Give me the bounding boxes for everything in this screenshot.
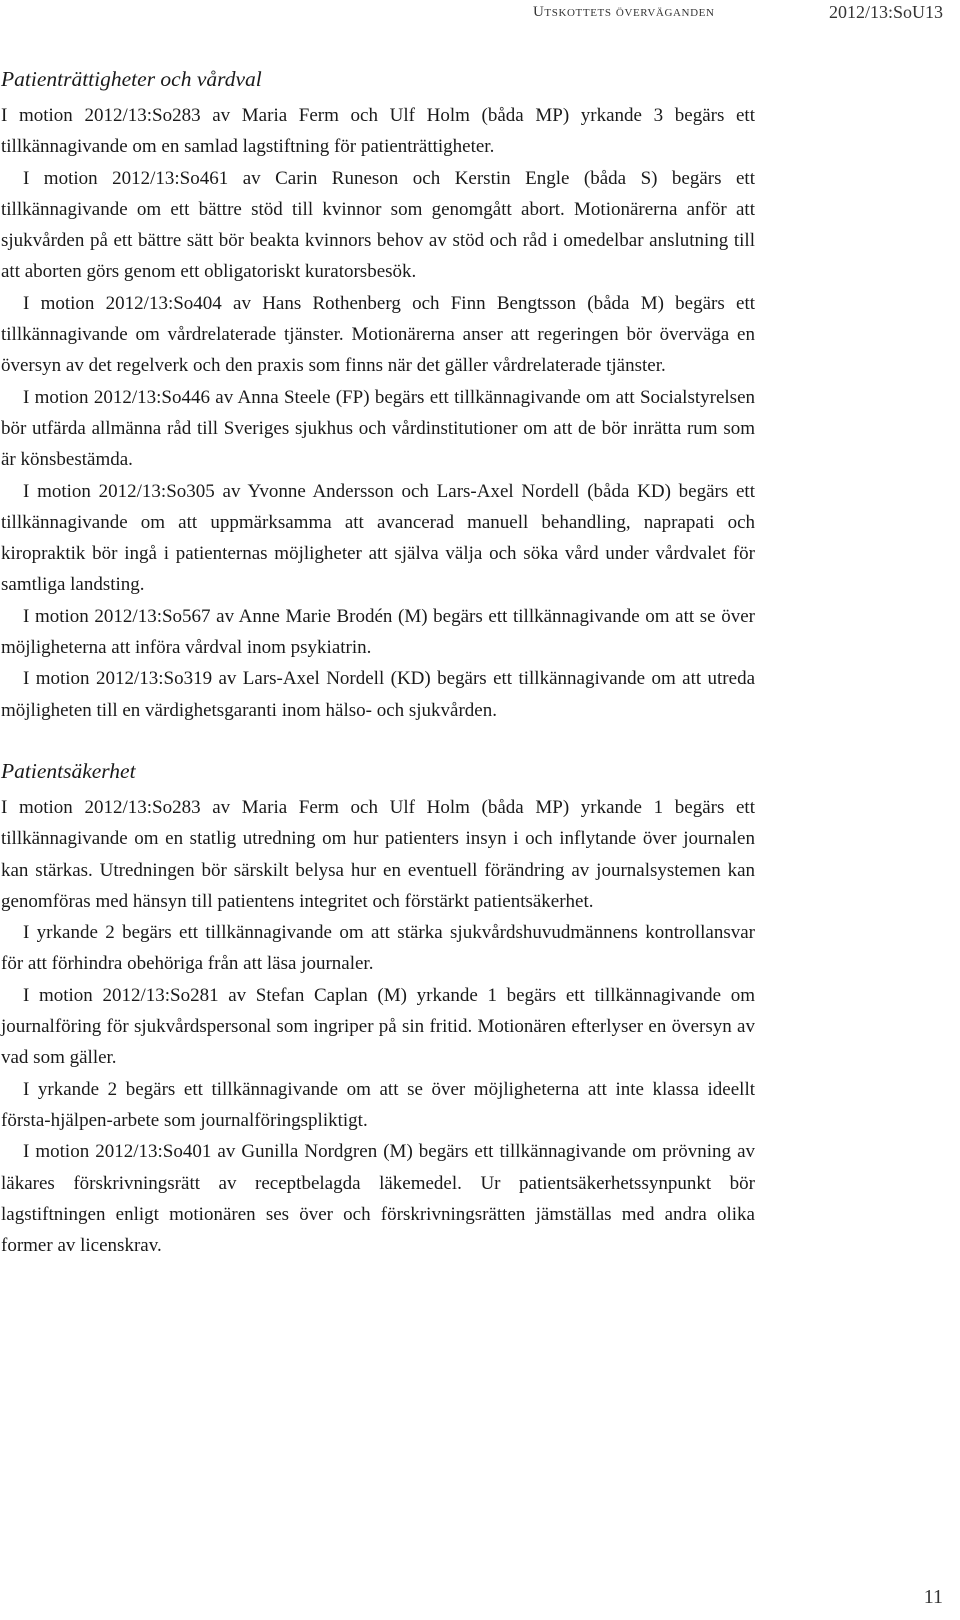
section-patientsakerhet <box>1 756 755 1261</box>
paragraph: I motion 2012/13:So283 av Maria Ferm och Ulf Holm (båda MP) yrkande 1 begärs ett tillkännagivande om en statlig utredning om hur patienters insyn i och inflytande över journalen kan stärkas. Utredningen bör särskilt belysa hur en eventuell förändring av journalsystemen kan genomföras med hänsyn till patientens integritet och förstärkt patientsäkerhet. <box>1 796 755 912</box>
paragraph: I motion 2012/13:So319 av Lars-Axel Nordell (KD) begärs ett tillkännagivande om att utreda möjligheten till en värdighetsgaranti inom hälso- och sjukvården. <box>1 668 755 721</box>
paragraph: I yrkande 2 begärs ett tillkännagivande om att se över möjligheterna att inte klassa ideellt första-hjälpen-arbete som journalföringspliktigt. <box>1 1078 755 1131</box>
paragraph: I yrkande 2 begärs ett tillkännagivande om att stärka sjukvårdshuvudmännens kontrollansvar för att förhindra obehöriga från att läsa journaler. <box>1 922 755 975</box>
section-patientrattigheter <box>1 64 755 726</box>
paragraph: I motion 2012/13:So404 av Hans Rothenberg och Finn Bengtsson (båda M) begärs ett tillkännagivande om vårdrelaterade tjänster. Motionärerna anser att regeringen bör överväga en översyn av det regelverk och den praxis som finns när det gäller vårdrelaterade tjänster. <box>1 292 755 377</box>
running-header-report-id: 2012/13:SoU13 <box>828 2 943 22</box>
paragraph: I motion 2012/13:So305 av Yvonne Andersson och Lars-Axel Nordell (båda KD) begärs ett tillkännagivande om att uppmärksamma att avancerad manuell behandling, naprapati och kiropraktik bör ingå i patienternas möjligheter att själva välja och söka vård under vårdvalet för samtliga landsting. <box>1 480 755 596</box>
paragraph: I motion 2012/13:So281 av Stefan Caplan (M) yrkande 1 begärs ett tillkännagivande om journalföring för sjukvårdspersonal som ingriper på sin fritid. Motionären efterlyser en översyn av vad som gäller. <box>1 984 755 1069</box>
paragraph: I motion 2012/13:So283 av Maria Ferm och Ulf Holm (båda MP) yrkande 3 begärs ett tillkännagivande om en samlad lagstiftning för patienträttigheter. <box>1 105 755 158</box>
paragraph: I motion 2012/13:So401 av Gunilla Nordgren (M) begärs ett tillkännagivande om prövning av läkares förskrivningsrätt av receptbelagda läkemedel. Ur patientsäkerhetssynpunkt bör lagstiftningen enligt motionären ses över och förskrivningsrätten jämställas med andra olika former av licenskrav. <box>1 1141 755 1257</box>
page-body <box>1 64 755 1261</box>
paragraph: I motion 2012/13:So446 av Anna Steele (FP) begärs ett tillkännagivande om att Socialstyrelsen bör utfärda allmänna råd till Sveriges sjukhus och vårdinstitutioner om att de bör inrätta rum som är könsbestämda. <box>1 386 755 471</box>
page-number: 11 <box>923 1586 943 1608</box>
section-heading: Patientsäkerhet <box>1 758 136 783</box>
section-heading: Patienträttigheter och vårdval <box>1 67 262 91</box>
paragraph: I motion 2012/13:So461 av Carin Runeson och Kerstin Engle (båda S) begärs ett tillkännagivande om ett bättre stöd till kvinnor som genomgått abort. Motionärerna anför att sjukvården på ett bättre sätt bör beakta kvinnors behov av stöd och råd i omedelbar anslutning till att aborten görs genom ett obligatoriskt kuratorsbesök. <box>1 167 755 283</box>
running-header-section: Utskottets överväganden <box>533 4 715 20</box>
paragraph: I motion 2012/13:So567 av Anne Marie Brodén (M) begärs ett tillkännagivande om att se över möjligheterna att införa vårdval inom psykiatrin. <box>1 605 755 659</box>
